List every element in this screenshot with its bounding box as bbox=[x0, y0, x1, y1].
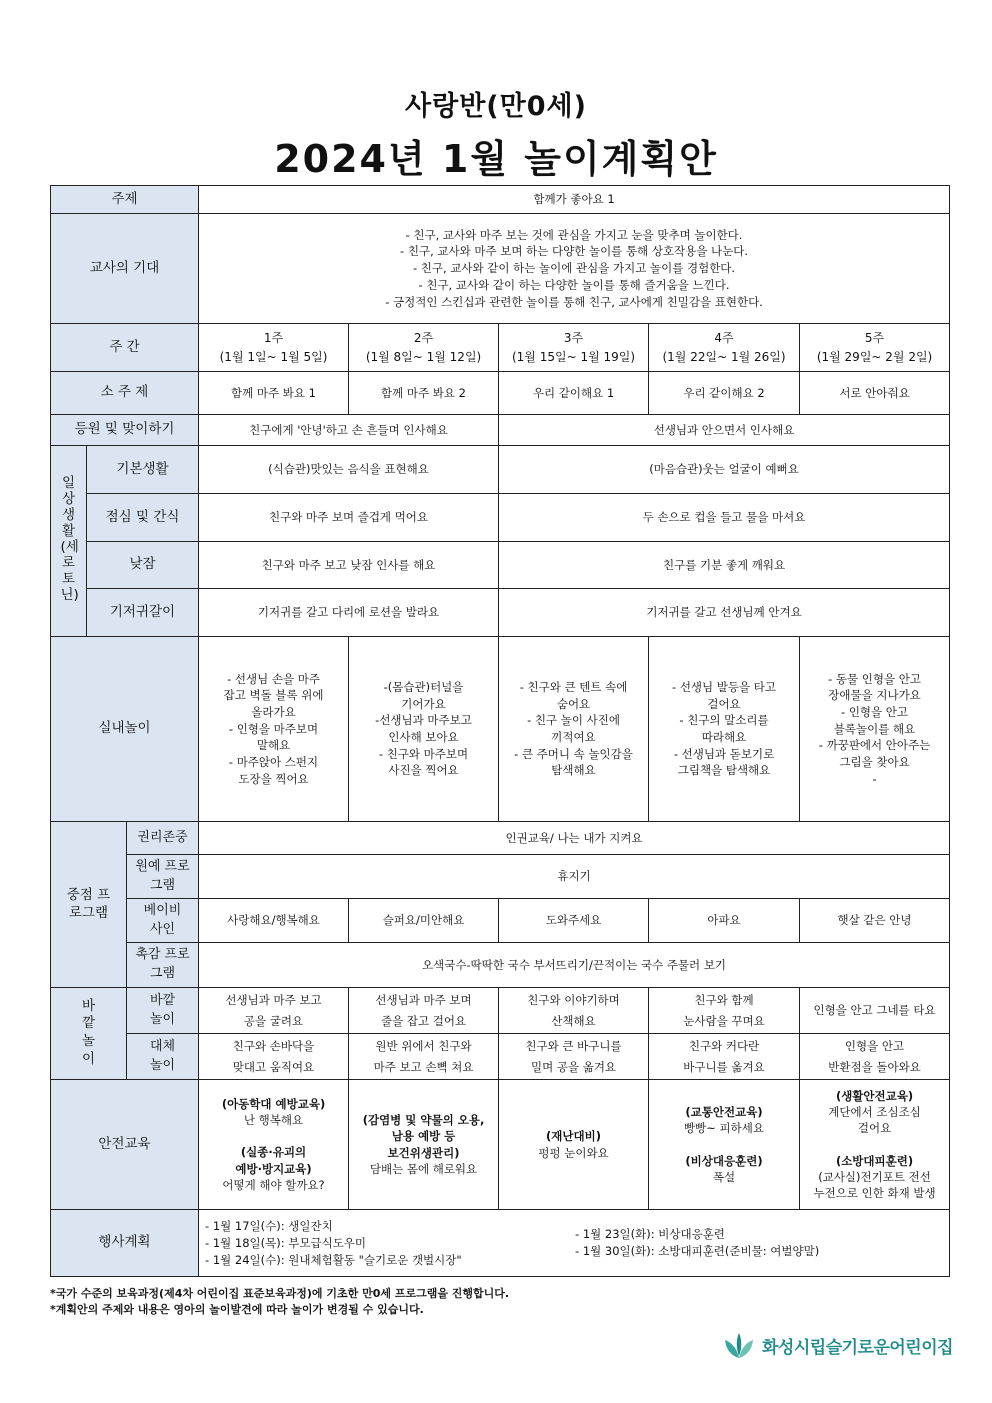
expectation-item: - 친구, 교사와 같이 하는 다양한 놀이를 통해 즐거움을 느낀다. bbox=[418, 277, 730, 292]
outdoor-play-cell bbox=[199, 988, 349, 1034]
indoor-play-line: 올라가요 bbox=[251, 704, 296, 719]
safety-cell bbox=[349, 1080, 499, 1210]
indoor-play-line: 걸어요 bbox=[707, 696, 741, 711]
indoor-play-line: - 마주앉아 스펀지 bbox=[228, 755, 319, 769]
outdoor-play-cell-line: 친구와 이야기하며 bbox=[527, 993, 620, 1008]
subtheme-cell: 우리 같이해요 1 bbox=[499, 372, 649, 415]
daily-life-label bbox=[51, 446, 87, 637]
indoor-play-line: -(몸습관)터널을 bbox=[383, 679, 464, 694]
alt-play-cell-line: 마주 보고 손뼉 쳐요 bbox=[373, 1059, 474, 1074]
events-cell bbox=[199, 1210, 950, 1277]
alt-play-cell-line: 친구와 커다란 bbox=[688, 1039, 760, 1054]
safety-cell bbox=[499, 1080, 649, 1210]
alt-play-cell-line: 원반 위에서 친구와 bbox=[375, 1039, 472, 1054]
safety-topic: (비상대응훈련) bbox=[685, 1153, 763, 1168]
safety-content: 펑펑 눈이와요 bbox=[538, 1145, 609, 1160]
baby-sign-cell: 햇살 같은 안녕 bbox=[800, 899, 950, 943]
teacher-expectation-label: 교사의 기대 bbox=[51, 214, 199, 324]
indoor-play-line: 탐색해요 bbox=[551, 763, 596, 778]
indoor-play-line: - 동물 인형을 안고 bbox=[828, 671, 921, 686]
expectation-item: - 친구, 교사와 마주 보며 하는 다양한 놀이를 통해 상호작용을 나눈다. bbox=[400, 244, 749, 259]
safety-cell bbox=[649, 1080, 800, 1210]
safety-content: 난 행복해요 bbox=[243, 1113, 304, 1128]
indoor-play-cell bbox=[349, 637, 499, 822]
arrival-label: 등원 및 맞이하기 bbox=[51, 415, 199, 446]
week-range: (1월 29일~ 2월 2일) bbox=[816, 349, 933, 364]
outdoor-play-cell-line: 공을 굴려요 bbox=[243, 1013, 304, 1028]
event-item: - 1월 18일(목): 부모급식도우미 bbox=[205, 1235, 367, 1250]
safety-content: 걸어요 bbox=[857, 1121, 892, 1136]
outdoor-play-label bbox=[127, 988, 199, 1034]
indoor-play-line: - 친구 놀이 사진에 bbox=[527, 713, 620, 728]
safety-content: 담배는 몸에 해로워요 bbox=[369, 1161, 478, 1176]
indoor-play-line: 말해요 bbox=[256, 738, 291, 753]
safety-topic: 남용 예방 등 bbox=[391, 1129, 456, 1144]
indoor-play-line: 따라해요 bbox=[701, 730, 747, 744]
safety-content bbox=[201, 1128, 346, 1144]
indoor-play-line: - 큰 주머니 속 놀잇감을 bbox=[514, 746, 633, 761]
outdoor-play-cell-line: 산책해요 bbox=[551, 1013, 596, 1028]
indoor-play-line: 그림책을 탐색해요 bbox=[677, 763, 771, 778]
indoor-play-line: 인사해 보아요 bbox=[388, 730, 459, 744]
indoor-play-line: - 친구의 말소리를 bbox=[679, 713, 769, 728]
week-range: (1월 22일~ 1월 26일) bbox=[662, 349, 786, 364]
meal-cell: 친구와 마주 보며 즐겁게 먹어요 bbox=[199, 494, 499, 542]
footnotes bbox=[50, 1286, 509, 1318]
baby-sign-cell: 도와주세요 bbox=[499, 899, 649, 943]
safety-topic: (실종·유괴의 bbox=[240, 1145, 307, 1160]
outdoor-text: 바깥 놀이 bbox=[81, 997, 96, 1067]
expectation-item: - 긍정적인 스킨십과 관련한 놀이를 통해 친구, 교사에게 친밀감을 표현한다. bbox=[385, 294, 763, 309]
focus-program-text: 중점 프로그램 bbox=[66, 886, 111, 921]
expectation-item: - 친구, 교사와 마주 보는 것에 관심을 가지고 눈을 맞추며 놀이한다. bbox=[405, 227, 743, 242]
class-name: 사랑반(만0세) bbox=[405, 91, 587, 122]
meal-cell: 두 손으로 컵을 들고 물을 마셔요 bbox=[499, 494, 950, 542]
rights-cell: 인권교육/ 나는 내가 지켜요 bbox=[199, 822, 950, 855]
alt-play-cell bbox=[800, 1034, 950, 1080]
indoor-play-line: - 까꿍판에서 안아주는 bbox=[818, 738, 931, 753]
baby-sign-cell: 슬퍼요/미안해요 bbox=[349, 899, 499, 943]
safety-content: 빵빵~ 피하세요 bbox=[684, 1121, 764, 1136]
school-logo bbox=[722, 1330, 953, 1360]
week-name: 2주 bbox=[413, 330, 434, 345]
week-header bbox=[800, 324, 950, 372]
week-header bbox=[649, 324, 800, 372]
week-name: 1주 bbox=[263, 330, 284, 345]
safety-topic: 보건위생관리) bbox=[387, 1145, 460, 1160]
outdoor-play-cell-line: 선생님과 마주 보고 bbox=[225, 993, 322, 1008]
outdoor-play-cell-line: 친구와 함께 bbox=[694, 993, 754, 1008]
play-plan-table bbox=[50, 185, 950, 1277]
alt-play-text: 대체 놀이 bbox=[149, 1038, 176, 1073]
gardening-label bbox=[127, 855, 199, 899]
indoor-play-cell bbox=[199, 637, 349, 822]
safety-topic: (소방대피훈련) bbox=[835, 1153, 914, 1168]
indoor-play-line: - 선생님 손을 마주 bbox=[227, 671, 320, 686]
week-header bbox=[349, 324, 499, 372]
gardening-text: 원예 프로그램 bbox=[135, 858, 190, 893]
indoor-play-line: 기어가요 bbox=[401, 696, 446, 711]
meal-label: 점심 및 간식 bbox=[87, 494, 199, 542]
week-name: 3주 bbox=[563, 330, 584, 345]
indoor-play-line: -선생님과 마주보고 bbox=[375, 713, 472, 728]
safety-topic: (재난대비) bbox=[546, 1129, 601, 1144]
sensory-label bbox=[127, 943, 199, 988]
event-item: - 1월 30일(화): 소방대피훈련(준비물: 여벌양말) bbox=[575, 1243, 820, 1258]
theme-label: 주제 bbox=[51, 186, 199, 214]
indoor-play-cell bbox=[649, 637, 800, 822]
outdoor-play-cell-line: 줄을 잡고 걸어요 bbox=[380, 1013, 467, 1028]
nap-cell: 친구를 기분 좋게 깨워요 bbox=[499, 542, 950, 589]
alt-play-label bbox=[127, 1034, 199, 1080]
outdoor-play-cell bbox=[349, 988, 499, 1034]
alt-play-cell-line: 반환점을 돌아와요 bbox=[828, 1059, 921, 1074]
safety-topic: (아동학대 예방교육) bbox=[221, 1097, 326, 1112]
nap-label: 낮잠 bbox=[87, 542, 199, 589]
sensory-cell: 오색국수-딱딱한 국수 부서뜨리기/끈적이는 국수 주물러 보기 bbox=[199, 943, 950, 988]
safety-content: (교사실)전기포트 전선 bbox=[818, 1169, 931, 1184]
rights-label: 권리존중 bbox=[127, 822, 199, 855]
safety-content: 계단에서 조심조심 bbox=[828, 1105, 921, 1120]
safety-topic: (생활안전교육) bbox=[835, 1089, 914, 1104]
basic-life-cell: (마음습관)웃는 얼굴이 예뻐요 bbox=[499, 446, 950, 494]
events-left bbox=[205, 1218, 575, 1269]
alt-play-cell bbox=[199, 1034, 349, 1080]
arrival-cell: 친구에게 '안녕'하고 손 흔들며 인사해요 bbox=[199, 415, 499, 446]
alt-play-cell-line: 맞대고 움직여요 bbox=[232, 1059, 315, 1074]
indoor-play-line: 블록놀이를 해요 bbox=[833, 721, 916, 736]
baby-sign-label bbox=[127, 899, 199, 943]
focus-program-label bbox=[51, 822, 127, 988]
week-header bbox=[199, 324, 349, 372]
footnote: *계획안의 주제와 내용은 영아의 놀이발견에 따라 놀이가 변경될 수 있습니다. bbox=[50, 1303, 424, 1316]
outdoor-play-cell bbox=[800, 988, 950, 1034]
indoor-play-line: 장애물을 지나가요 bbox=[828, 688, 921, 703]
diaper-cell: 기저귀를 갈고 다리에 로션을 발라요 bbox=[199, 589, 499, 637]
indoor-play-cell bbox=[499, 637, 649, 822]
safety-label: 안전교육 bbox=[51, 1080, 199, 1210]
subtheme-cell: 함께 마주 봐요 1 bbox=[199, 372, 349, 415]
school-name: 화성시립슬기로운어린이집 bbox=[762, 1337, 954, 1358]
teacher-expectation-list bbox=[199, 214, 950, 324]
week-name: 5주 bbox=[864, 330, 885, 345]
events-label: 행사계획 bbox=[51, 1210, 199, 1277]
alt-play-cell bbox=[649, 1034, 800, 1080]
outdoor-play-cell-line: 눈사람을 꾸며요 bbox=[683, 1013, 765, 1028]
safety-cell bbox=[199, 1080, 349, 1210]
indoor-play-line: 끼적여요 bbox=[551, 730, 596, 744]
safety-topic: (감염병 및 약물의 오용, bbox=[362, 1113, 485, 1128]
indoor-play-line: - 친구와 마주보며 bbox=[378, 746, 469, 761]
subtheme-cell: 서로 안아줘요 bbox=[800, 372, 950, 415]
baby-sign-text: 베이비 사인 bbox=[143, 902, 182, 937]
indoor-play-line: 그림을 찾아요 bbox=[839, 755, 910, 769]
baby-sign-cell: 아파요 bbox=[649, 899, 800, 943]
alt-play-cell-line: 인형을 안고 bbox=[844, 1039, 905, 1054]
indoor-play-line: 잡고 벽돌 블록 위에 bbox=[223, 688, 324, 703]
indoor-play-line: - 선생님 발등을 타고 bbox=[672, 679, 777, 694]
alt-play-cell bbox=[349, 1034, 499, 1080]
outdoor-play-cell-line: 인형을 안고 그네를 타요 bbox=[813, 1003, 936, 1018]
outdoor-label bbox=[51, 988, 127, 1080]
indoor-play-line: - bbox=[872, 771, 877, 786]
indoor-play-line: 숨어요 bbox=[556, 696, 591, 711]
safety-content: 폭설 bbox=[712, 1169, 736, 1184]
week-range: (1월 8일~ 1월 12일) bbox=[365, 349, 482, 364]
event-item: - 1월 23일(화): 비상대응훈련 bbox=[575, 1226, 725, 1241]
indoor-play-line: - 친구와 큰 텐트 속에 bbox=[519, 679, 628, 694]
basic-life-label: 기본생활 bbox=[87, 446, 199, 494]
indoor-play-line: - 인형을 마주보며 bbox=[228, 721, 319, 736]
events-right bbox=[575, 1218, 819, 1269]
nap-cell: 친구와 마주 보고 낮잠 인사를 해요 bbox=[199, 542, 499, 589]
week-range: (1월 1일~ 1월 5일) bbox=[219, 349, 328, 364]
baby-sign-cell: 사랑해요/행복해요 bbox=[199, 899, 349, 943]
outdoor-play-text: 바깥 놀이 bbox=[149, 992, 176, 1027]
alt-play-cell-line: 밀며 공을 옮겨요 bbox=[530, 1059, 617, 1074]
week-range: (1월 15일~ 1월 19일) bbox=[511, 349, 636, 364]
alt-play-cell-line: 친구와 손바닥을 bbox=[232, 1039, 315, 1054]
safety-topic: 예방·방지교육) bbox=[235, 1161, 312, 1176]
basic-life-cell: (식습관)맛있는 음식을 표현해요 bbox=[199, 446, 499, 494]
subtheme-cell: 함께 마주 봐요 2 bbox=[349, 372, 499, 415]
diaper-cell: 기저귀를 갈고 선생님께 안겨요 bbox=[499, 589, 950, 637]
diaper-label: 기저귀갈이 bbox=[87, 589, 199, 637]
safety-cell bbox=[800, 1080, 950, 1210]
indoor-play-cell bbox=[800, 637, 950, 822]
alt-play-cell bbox=[499, 1034, 649, 1080]
alt-play-cell-line: 바구니를 옮겨요 bbox=[683, 1059, 765, 1074]
footnote: *국가 수준의 보육과정(제4차 어린이집 표준보육과정)에 기초한 만0세 프로그램을 진행합니다. bbox=[50, 1287, 510, 1300]
alt-play-cell-line: 친구와 큰 바구니를 bbox=[525, 1039, 622, 1054]
safety-content: 누전으로 인한 화재 발생 bbox=[813, 1185, 936, 1200]
plan-title: 2024년 1월 놀이계획안 bbox=[274, 137, 718, 181]
sprout-logo-icon bbox=[722, 1330, 756, 1360]
week-header bbox=[499, 324, 649, 372]
safety-content bbox=[802, 1137, 947, 1153]
indoor-play-line: - 인형을 안고 bbox=[841, 704, 909, 719]
subtheme-cell: 우리 같이해요 2 bbox=[649, 372, 800, 415]
subtheme-label: 소 주 제 bbox=[51, 372, 199, 415]
week-name: 4주 bbox=[714, 330, 734, 345]
safety-content bbox=[651, 1137, 797, 1153]
indoor-play-label: 실내놀이 bbox=[51, 637, 199, 822]
theme-value: 함께가 좋아요 1 bbox=[199, 186, 950, 214]
indoor-play-line: 도장을 찍어요 bbox=[238, 771, 309, 786]
gardening-cell: 휴지기 bbox=[199, 855, 950, 899]
indoor-play-line: 사진을 찍어요 bbox=[388, 763, 459, 778]
event-item: - 1월 24일(수): 원내체험활동 "슬기로운 갯벌시장" bbox=[205, 1252, 462, 1267]
arrival-cell: 선생님과 안으면서 인사해요 bbox=[499, 415, 950, 446]
daily-life-text: 일상생활(세로토닌) bbox=[60, 475, 79, 603]
outdoor-play-cell bbox=[499, 988, 649, 1034]
outdoor-play-cell bbox=[649, 988, 800, 1034]
safety-topic: (교통안전교육) bbox=[685, 1105, 763, 1120]
event-item: - 1월 17일(수): 생일잔치 bbox=[205, 1218, 333, 1233]
sensory-text: 촉감 프로그램 bbox=[135, 947, 190, 981]
outdoor-play-cell-line: 선생님과 마주 보며 bbox=[375, 993, 472, 1008]
safety-content: 어떻게 해야 할까요? bbox=[222, 1177, 325, 1192]
week-label: 주 간 bbox=[51, 324, 199, 372]
expectation-item: - 친구, 교사와 같이 하는 놀이에 관심을 가지고 놀이를 경험한다. bbox=[412, 261, 736, 276]
indoor-play-line: - 선생님과 돋보기로 bbox=[673, 746, 775, 761]
